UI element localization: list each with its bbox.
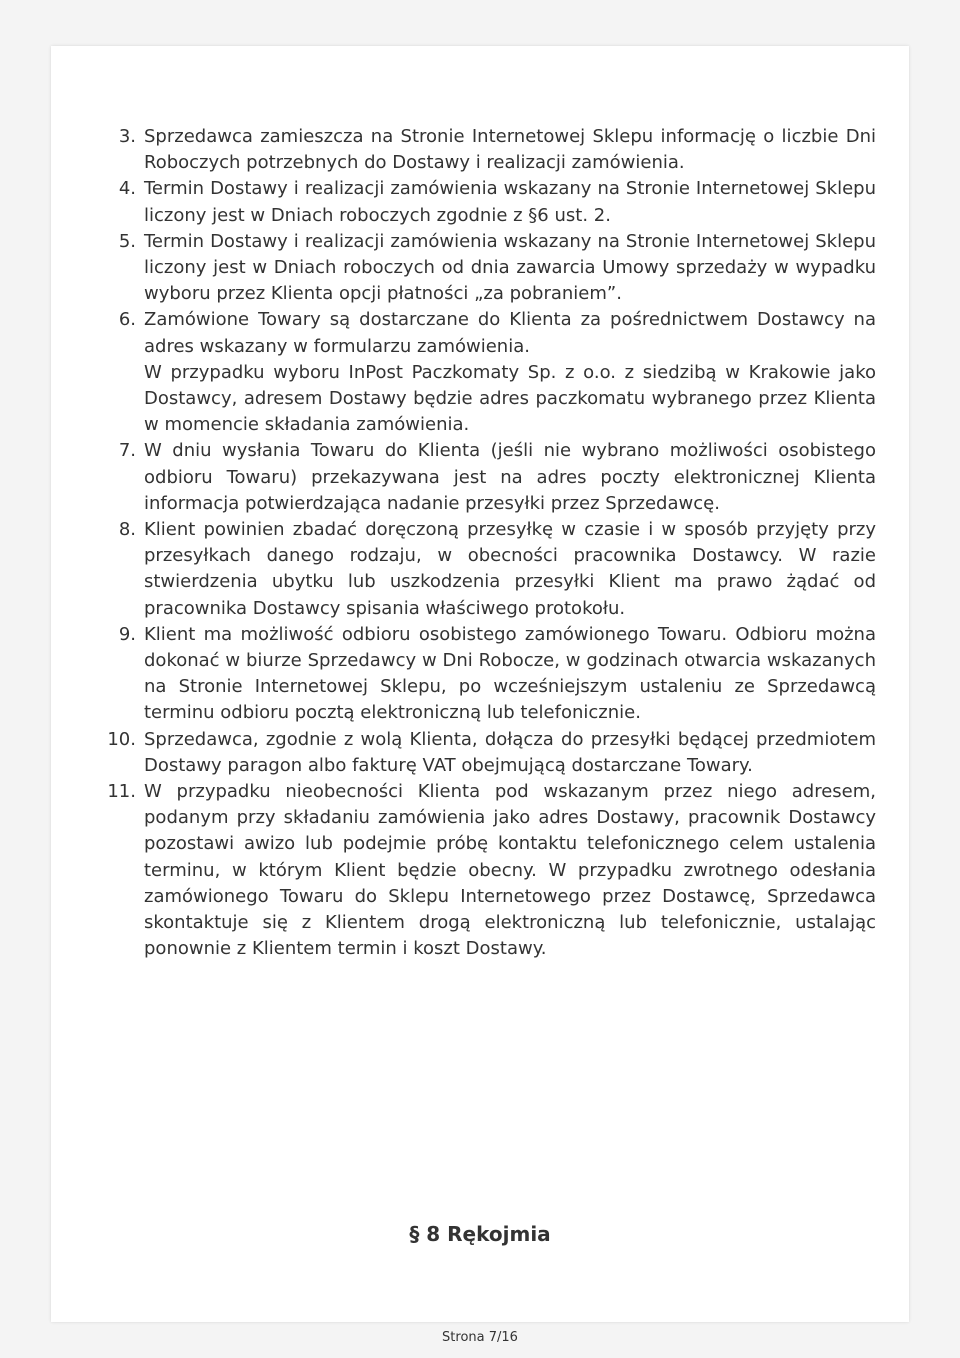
list-item bbox=[104, 307, 876, 438]
page-content bbox=[104, 124, 876, 963]
item-number: 7. bbox=[118, 440, 136, 462]
list-item bbox=[104, 517, 876, 622]
list-item bbox=[104, 229, 876, 308]
item-text: W przypadku nieobecności Klienta pod wskazanym przez niego adresem, podanym przy składaniu zamówienia jako adres Dostawy, pracownik Dostawcy pozostawi awizo lub podejmie próbę kontaktu telefonicznego celem ustalenia terminu, w którym Klient będzie obecny. W przypadku zwrotnego odesłania zamówionego Towaru do Sklepu Internetowego przez Dostawcę, Sprzedawca skontaktuje się z Klientem drogą elektroniczną lub telefonicznie, ustalając ponownie z Klientem termin i koszt Dostawy. bbox=[144, 781, 876, 960]
item-text: Klient ma możliwość odbioru osobistego zamówionego Towaru. Odbioru można dokonać w biurze Sprzedawcy w Dni Robocze, w godzinach otwarcia wskazanych na Stronie Internetowej Sklepu, po wcześniejszym ustaleniu ze Sprzedawcą terminu odbioru pocztą elektroniczną lub telefonicznie. bbox=[144, 623, 876, 724]
item-number: 8. bbox=[118, 519, 136, 541]
item-number: 3. bbox=[118, 126, 136, 147]
section-heading: § 8 Rękojmia bbox=[409, 1222, 551, 1246]
item-text: W przypadku wyboru InPost Paczkomaty Sp. z o.o. z siedzibą w Krakowie jako Dostawcy, adresem Dostawy będzie adres paczkomatu wybranego przez Klienta w momencie składania zamówienia. bbox=[144, 361, 876, 436]
numbered-list bbox=[104, 124, 876, 963]
page-number: Strona 7/16 bbox=[442, 1330, 518, 1345]
item-number: 11. bbox=[107, 781, 136, 803]
list-item bbox=[104, 622, 876, 727]
list-item bbox=[104, 176, 876, 228]
item-text: Klient powinien zbadać doręczoną przesyłkę w czasie i w sposób przyjęty przy przesyłkach danego rodzaju, w obecności pracownika Dostawcy. W razie stwierdzenia ubytku lub uszkodzenia przesyłki Klient ma prawo żądać od pracownika Dostawcy spisania właściwego protokołu. bbox=[144, 519, 876, 619]
list-item bbox=[104, 124, 876, 176]
item-text: Sprzedawca zamieszcza na Stronie Internetowej Sklepu informację o liczbie Dni Roboczych potrzebnych do Dostawy i realizacji zamówienia. bbox=[144, 126, 876, 174]
item-text: Termin Dostawy i realizacji zamówienia wskazany na Stronie Internetowej Sklepu liczony jest w Dniach roboczych od dnia zawarcia Umowy sprzedaży w wypadku wyboru przez Klienta opcji płatności „za pobraniem”. bbox=[144, 230, 876, 305]
list-item bbox=[104, 438, 876, 517]
item-number: 4. bbox=[118, 178, 136, 200]
item-text: Zamówione Towary są dostarczane do Klienta za pośrednictwem Dostawcy na adres wskazany w formularzu zamówienia. bbox=[144, 309, 876, 357]
item-text: Termin Dostawy i realizacji zamówienia wskazany na Stronie Internetowej Sklepu liczony jest w Dniach roboczych zgodnie z §6 ust. 2. bbox=[144, 178, 876, 226]
item-number: 5. bbox=[118, 230, 136, 252]
item-text: Sprzedawca, zgodnie z wolą Klienta, dołącza do przesyłki będącej przedmiotem Dostawy paragon albo fakturę VAT obejmującą dostarczane Towary. bbox=[144, 728, 876, 776]
item-number: 9. bbox=[118, 623, 136, 645]
item-number: 6. bbox=[118, 309, 136, 331]
list-item bbox=[104, 727, 876, 779]
item-text: W dniu wysłania Towaru do Klienta (jeśli nie wybrano możliwości osobistego odbioru Towaru) przekazywana jest na adres poczty elektronicznej Klienta informacja potwierdzająca nadanie przesyłki przez Sprzedawcę. bbox=[144, 440, 876, 514]
item-number: 10. bbox=[107, 728, 136, 750]
document-page bbox=[51, 46, 909, 1322]
list-item bbox=[104, 779, 876, 962]
